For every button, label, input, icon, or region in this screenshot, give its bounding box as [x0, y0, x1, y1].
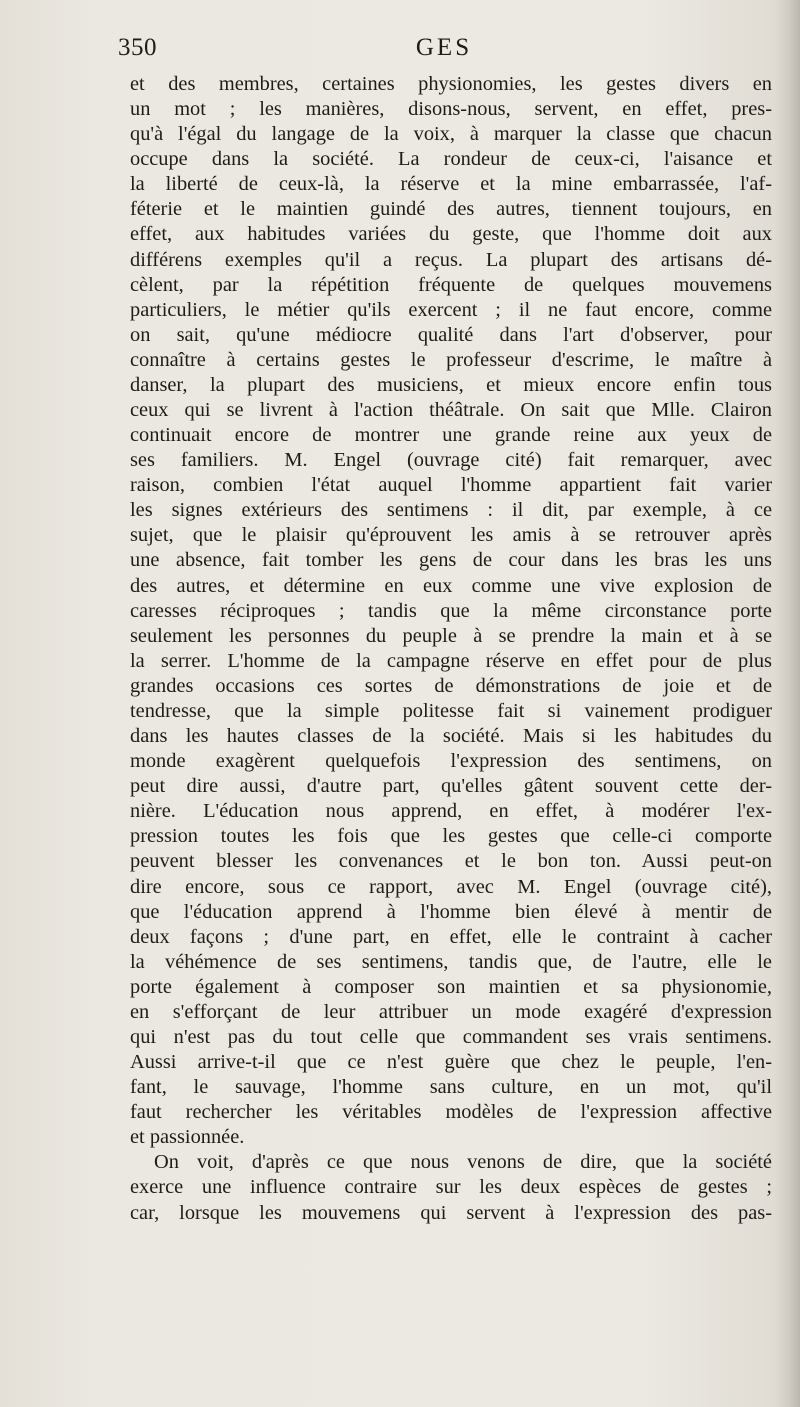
- text-line: grandes occasions ces sortes de démonstrations de joie et de: [130, 674, 772, 697]
- body-text: [130, 72, 772, 1226]
- text-line: un mot ; les manières, disons-nous, servent, en effet, pres-: [130, 98, 772, 121]
- text-line: danser, la plupart des musiciens, et mieux encore enfin tous: [130, 373, 772, 396]
- text-line: seulement les personnes du peuple à se prendre la main et à se: [130, 624, 772, 647]
- text-line: peuvent blesser les convenances et le bon ton. Aussi peut-on: [130, 850, 772, 873]
- text-line: effet, aux habitudes variées du geste, que l'homme doit aux: [130, 223, 772, 246]
- text-line: la liberté de ceux-là, la réserve et la mine embarrassée, l'af-: [130, 173, 772, 196]
- text-line: cèlent, par la répétition fréquente de quelques mouvemens: [130, 273, 772, 296]
- text-line: des autres, et détermine en eux comme une vive explosion de: [130, 574, 772, 597]
- text-line: dans les hautes classes de la société. Mais si les habitudes du: [130, 725, 772, 748]
- text-line: faut rechercher les véritables modèles de l'expression affective: [130, 1101, 772, 1124]
- text-line: la véhémence de ses sentimens, tandis que, de l'autre, elle le: [130, 950, 772, 973]
- text-line: exerce une influence contraire sur les deux espèces de gestes ;: [130, 1176, 772, 1199]
- running-head-title: GES: [415, 34, 473, 61]
- text-line: porte également à composer son maintien et sa physionomie,: [130, 975, 772, 998]
- text-line: continuait encore de montrer une grande reine aux yeux de: [130, 424, 772, 447]
- text-line: On voit, d'après ce que nous venons de dire, que la société: [154, 1151, 772, 1174]
- text-line: peut dire aussi, d'autre part, qu'elles gâtent souvent cette der-: [130, 775, 772, 798]
- text-line: qu'à l'égal du langage de la voix, à marquer la classe que chacun: [130, 123, 772, 146]
- text-line: pression toutes les fois que les gestes que celle-ci comporte: [130, 825, 772, 848]
- text-line: une absence, fait tomber les gens de cour dans les bras les uns: [130, 549, 772, 572]
- page-number: 350: [118, 34, 157, 61]
- text-line: différens exemples qu'il a reçus. La plupart des artisans dé-: [130, 248, 772, 271]
- text-line: fant, le sauvage, l'homme sans culture, en un mot, qu'il: [130, 1076, 772, 1099]
- text-line: deux façons ; d'une part, en effet, elle le contraint à cacher: [130, 925, 772, 948]
- text-line: dire encore, sous ce rapport, avec M. Engel (ouvrage cité),: [130, 875, 772, 898]
- text-line: raison, combien l'état auquel l'homme appartient fait varier: [130, 474, 772, 497]
- text-line: nière. L'éducation nous apprend, en effet, à modérer l'ex-: [130, 800, 772, 823]
- text-line: la serrer. L'homme de la campagne réserve en effet pour de plus: [130, 649, 772, 672]
- text-line: monde exagèrent quelquefois l'expression des sentimens, on: [130, 750, 772, 773]
- text-line: et passionnée.: [130, 1126, 245, 1149]
- text-line: ses familiers. M. Engel (ouvrage cité) fait remarquer, avec: [130, 449, 772, 472]
- text-line: qui n'est pas du tout celle que commandent ses vrais sentimens.: [130, 1025, 772, 1048]
- text-line: connaître à certains gestes le professeur d'escrime, le maître à: [130, 348, 772, 371]
- text-line: particuliers, le métier qu'ils exercent ; il ne faut encore, comme: [130, 298, 772, 321]
- text-line: ceux qui se livrent à l'action théâtrale. On sait que Mlle. Clairon: [130, 399, 772, 422]
- text-line: que l'éducation apprend à l'homme bien élevé à mentir de: [130, 900, 772, 923]
- text-line: les signes extérieurs des sentimens : il dit, par exemple, à ce: [130, 499, 772, 522]
- text-line: car, lorsque les mouvemens qui servent à l'expression des pas-: [130, 1201, 772, 1224]
- running-head: [118, 34, 770, 68]
- text-line: féterie et le maintien guindé des autres, tiennent toujours, en: [130, 198, 772, 221]
- text-line: en s'efforçant de leur attribuer un mode exagéré d'expression: [130, 1000, 772, 1023]
- text-line: caresses réciproques ; tandis que la même circonstance porte: [130, 599, 772, 622]
- page-edge-shadow: [774, 0, 800, 1407]
- text-line: on sait, qu'une médiocre qualité dans l'art d'observer, pour: [130, 323, 772, 346]
- text-line: Aussi arrive-t-il que ce n'est guère que chez le peuple, l'en-: [130, 1051, 772, 1074]
- text-line: tendresse, que la simple politesse fait si vainement prodiguer: [130, 699, 772, 722]
- text-line: occupe dans la société. La rondeur de ceux-ci, l'aisance et: [130, 148, 772, 171]
- text-line: sujet, que le plaisir qu'éprouvent les amis à se retrouver après: [130, 524, 772, 547]
- text-line: et des membres, certaines physionomies, les gestes divers en: [130, 73, 772, 95]
